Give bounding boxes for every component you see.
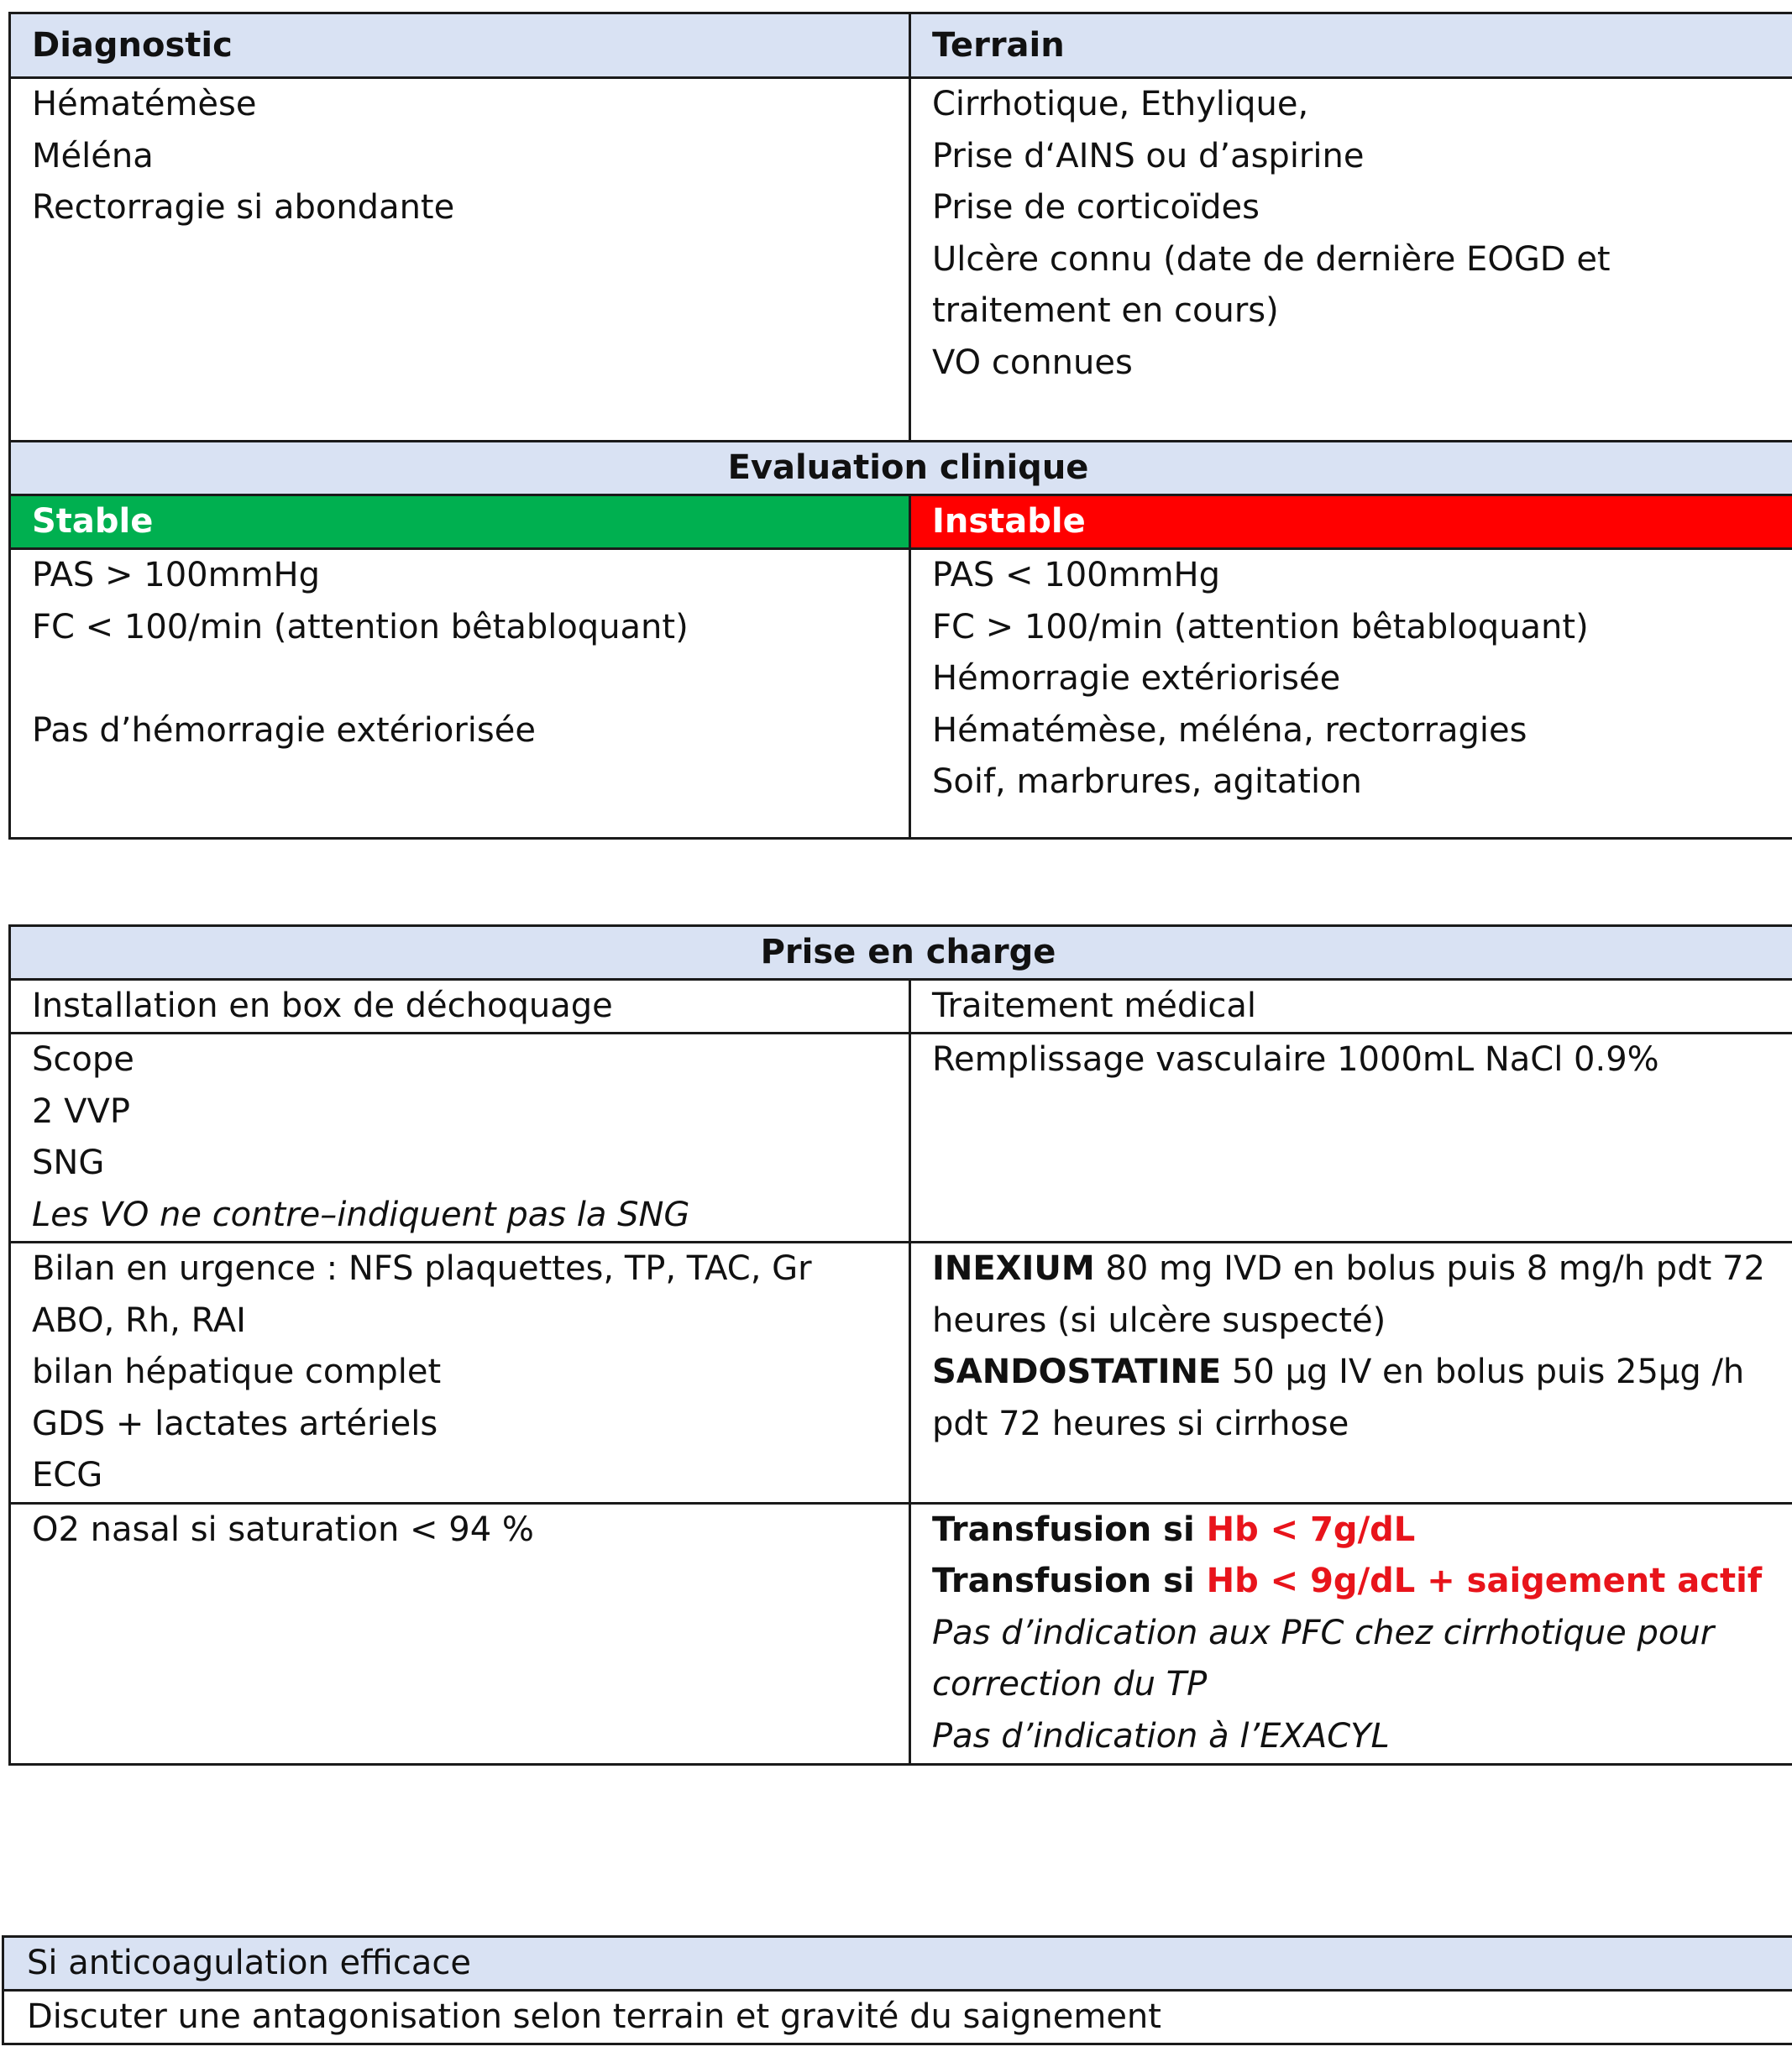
stable-line: PAS > 100mmHg bbox=[32, 556, 321, 594]
inexium-drug: INEXIUM bbox=[932, 1249, 1095, 1288]
transfusion-prefix: Transfusion si bbox=[932, 1510, 1207, 1549]
labs-line: bilan hépatique complet bbox=[32, 1353, 442, 1391]
sandostatine-line-2: pdt 72 heures si cirrhose bbox=[932, 1404, 1349, 1443]
sandostatine-dose: 50 µg IV en bolus puis 25µg /h bbox=[1221, 1353, 1745, 1391]
oxygen-cell bbox=[10, 1503, 910, 1764]
terrain-line: Cirrhotique, Ethylique, bbox=[932, 85, 1309, 123]
sandostatine-line bbox=[932, 1347, 1792, 1399]
terrain-cell bbox=[910, 78, 1792, 442]
stable-label: Stable bbox=[10, 495, 910, 549]
instable-line: Hématémèse, méléna, rectorragies bbox=[932, 710, 1527, 750]
transfusion-note: correction du TP bbox=[932, 1665, 1208, 1704]
management-header: Prise en charge bbox=[10, 926, 1792, 980]
instable-label: Instable bbox=[910, 495, 1792, 549]
diagnostic-line: Méléna bbox=[32, 136, 154, 175]
labs-cell bbox=[10, 1243, 910, 1504]
labs-line: ECG bbox=[32, 1456, 103, 1494]
assessment-table bbox=[8, 12, 1792, 840]
inexium-line-2: heures (si ulcère suspecté) bbox=[932, 1301, 1386, 1340]
diagnostic-line: Hématémèse bbox=[32, 85, 257, 123]
evaluation-header: Evaluation clinique bbox=[10, 442, 1792, 495]
transfusion-note: Pas d’indication à l’EXACYL bbox=[932, 1716, 1390, 1756]
sng-note: Les VO ne contre–indiquent pas la SNG bbox=[32, 1195, 690, 1234]
transfusion-note: Pas d’indication aux PFC chez cirrhotique pour bbox=[932, 1613, 1715, 1652]
stable-line: Pas d’hémorragie extériorisée bbox=[32, 710, 536, 750]
monitoring-line: 2 VVP bbox=[32, 1091, 131, 1131]
monitoring-line: Scope bbox=[32, 1040, 134, 1079]
installation-subheader: Installation en box de déchoquage bbox=[10, 980, 910, 1034]
inexium-dose: 80 mg IVD en bolus puis 8 mg/h pdt 72 bbox=[1094, 1249, 1765, 1288]
terrain-header: Terrain bbox=[910, 13, 1792, 78]
sandostatine-drug: SANDOSTATINE bbox=[932, 1353, 1222, 1391]
inexium-line bbox=[932, 1243, 1792, 1295]
terrain-line: Prise d‘AINS ou d’aspirine bbox=[932, 136, 1365, 175]
treatment-subheader: Traitement médical bbox=[910, 980, 1792, 1034]
labs-line: Bilan en urgence : NFS plaquettes, TP, TAC, Gr bbox=[32, 1249, 812, 1288]
terrain-line: traitement en cours) bbox=[932, 291, 1279, 330]
drugs-cell bbox=[910, 1243, 1792, 1504]
transfusion-cell bbox=[910, 1503, 1792, 1764]
anticoag-header: Si anticoagulation efficace bbox=[3, 1937, 1792, 1991]
terrain-line: Prise de corticoïdes bbox=[932, 188, 1260, 227]
instable-line: Hémorragie extériorisée bbox=[932, 659, 1341, 698]
diagnostic-header: Diagnostic bbox=[10, 13, 910, 78]
management-table bbox=[8, 924, 1792, 1766]
stable-criteria-cell bbox=[10, 549, 910, 839]
oxygen-line: O2 nasal si saturation < 94 % bbox=[32, 1510, 534, 1549]
labs-line: ABO, Rh, RAI bbox=[32, 1301, 246, 1340]
terrain-line: Ulcère connu (date de dernière EOGD et bbox=[932, 239, 1611, 279]
transfusion-prefix: Transfusion si bbox=[932, 1562, 1207, 1600]
labs-line: GDS + lactates artériels bbox=[32, 1404, 438, 1443]
monitoring-line: SNG bbox=[32, 1144, 105, 1182]
transfusion-line-2 bbox=[932, 1556, 1792, 1608]
diagnostic-line: Rectorragie si abondante bbox=[32, 188, 455, 227]
monitoring-cell bbox=[10, 1034, 910, 1243]
stable-line bbox=[32, 653, 909, 705]
diagnostic-cell bbox=[10, 78, 910, 442]
stable-line: FC < 100/min (attention bêtabloquant) bbox=[32, 607, 689, 646]
transfusion-threshold: Hb < 9g/dL + saigement actif bbox=[1206, 1562, 1763, 1600]
terrain-line: VO connues bbox=[932, 343, 1133, 382]
instable-line: FC > 100/min (attention bêtabloquant) bbox=[932, 607, 1589, 646]
instable-line: Soif, marbrures, agitation bbox=[932, 762, 1362, 801]
transfusion-threshold: Hb < 7g/dL bbox=[1206, 1510, 1416, 1549]
anticoag-body: Discuter une antagonisation selon terrain et gravité du saignement bbox=[3, 1991, 1792, 2044]
instable-line: PAS < 100mmHg bbox=[932, 556, 1221, 594]
anticoag-table bbox=[2, 1935, 1792, 2045]
fluid-cell bbox=[910, 1034, 1792, 1243]
transfusion-line-1 bbox=[932, 1505, 1792, 1557]
fluid-line: Remplissage vasculaire 1000mL NaCl 0.9% bbox=[932, 1040, 1659, 1079]
instable-criteria-cell bbox=[910, 549, 1792, 839]
